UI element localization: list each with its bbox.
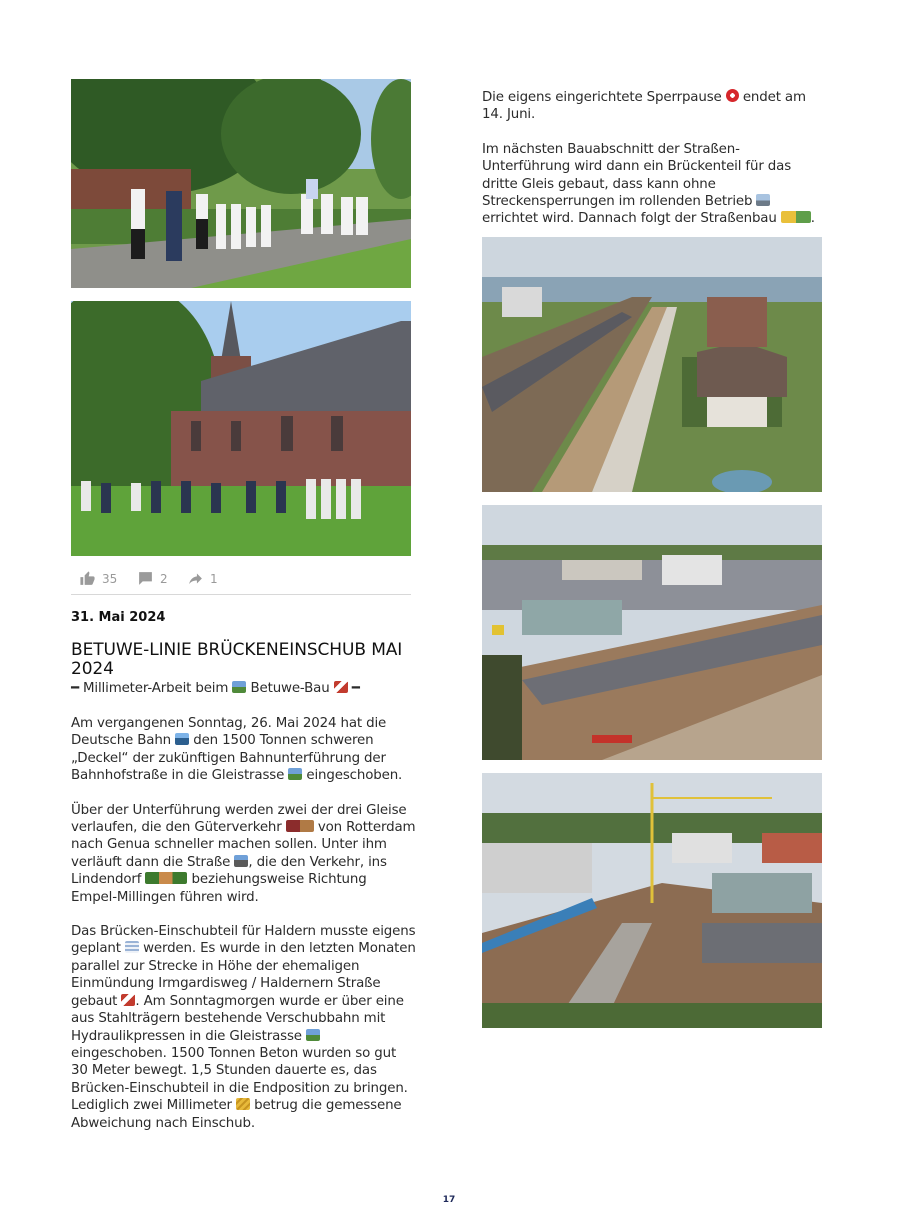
tram-emoji-icon: [756, 194, 770, 206]
article-paragraph: [482, 141, 827, 228]
share-icon: [187, 570, 204, 587]
text-fragment: Im nächsten Bauabschnitt der Straßen-Unterführung wird dann ein Brückenteil für das dritte Gleis gebaut, dass kann ohne Streckensperrungen im rollenden Betrieb: [482, 141, 792, 210]
photo-construction-aerial-1: [482, 237, 822, 492]
photo-procession: [71, 79, 411, 288]
comment-count: 2: [160, 571, 168, 586]
road-emoji-icon: [234, 855, 248, 867]
freight-train-emoji-icon: [286, 820, 314, 832]
article-paragraph: [71, 802, 416, 906]
photo-church: [71, 301, 411, 556]
share-button[interactable]: [187, 570, 218, 587]
ruler-emoji-icon: [236, 1098, 250, 1110]
text-fragment: , die den Verkehr, ins Lindendorf: [71, 854, 387, 888]
text-fragment: eingeschoben.: [302, 768, 403, 784]
train-emoji-icon: [175, 733, 189, 745]
text-fragment: Über der Unterführung werden zwei der drei Gleise verlaufen, die den Güterverkehr: [71, 802, 407, 836]
thumbs-up-icon: [79, 570, 96, 587]
tree-house-emoji-icon: [145, 872, 187, 884]
crane-emoji-icon: [121, 994, 135, 1006]
subtitle-prefix: ━ Millimeter-Arbeit beim: [71, 681, 229, 696]
text-fragment: .: [810, 211, 815, 227]
reactions-bar: [71, 566, 411, 595]
comment-icon: [137, 570, 154, 587]
page-number: 17: [442, 1195, 456, 1205]
railway-emoji-icon: [232, 681, 246, 693]
photo-construction-aerial-3: [482, 773, 822, 1028]
right-column-text: [482, 89, 827, 245]
no-entry-emoji-icon: [726, 89, 739, 102]
subtitle-suffix: ━: [351, 681, 360, 696]
text-fragment: von Rotterdam nach Genua schneller machen sollen. Unter ihm verläuft dann die Straße: [71, 820, 416, 870]
post-subtitle: [71, 680, 411, 697]
text-fragment: werden. Es wurde in den letzten Monaten parallel zur Strecke in Höhe der ehemaligen Einmündung Irmgardisweg / Haldernern Straße gebaut: [71, 941, 416, 1009]
text-fragment: endet am 14. Juni.: [482, 90, 806, 123]
article-paragraph: [71, 715, 416, 785]
text-fragment: errichtet wird. Dannach folgt der Straßenbau: [482, 211, 781, 227]
railway-track-emoji-icon: [306, 1029, 320, 1041]
text-fragment: Am vergangenen Sonntag, 26. Mai 2024 hat die Deutsche Bahn: [71, 716, 387, 749]
subtitle-mid: Betuwe-Bau: [250, 681, 330, 696]
document-emoji-icon: [125, 941, 139, 953]
text-fragment: Das Brücken-Einschubteil für Haldern musste eigens geplant: [71, 924, 416, 957]
comment-button[interactable]: [137, 570, 168, 587]
like-button[interactable]: [79, 570, 117, 587]
construction-worker-road-emoji-icon: [781, 211, 811, 223]
post-date: 31. Mai 2024: [71, 610, 166, 625]
crane-emoji-icon: [334, 681, 348, 693]
like-count: 35: [102, 571, 118, 586]
post-title: BETUWE-LINIE BRÜCKENEINSCHUB MAI 2024: [71, 640, 403, 679]
text-fragment: eingeschoben. 1500 Tonnen Beton wurden so gut 30 Meter bewegt. 1,5 Stunden dauerte es, das Brücken-Einschubteil in die Endposition zu bringen. Lediglich zwei Millimeter: [71, 1045, 408, 1114]
text-fragment: beziehungsweise Richtung Empel-Millingen führen wird.: [71, 872, 367, 905]
photo-construction-aerial-2: [482, 505, 822, 760]
share-count: 1: [210, 571, 218, 586]
text-fragment: den 1500 Tonnen schweren „Deckel“ der zukünftigen Bahnunterführung der Bahnhofstraße in die Gleistrasse: [71, 733, 386, 784]
text-fragment: . Am Sonntagmorgen wurde er über eine aus Stahlträgern bestehende Verschubbahn mit Hydraulikpressen in die Gleistrasse: [71, 993, 404, 1044]
text-fragment: betrug die gemessene Abweichung nach Einschub.: [71, 1098, 402, 1131]
article-paragraph: [71, 923, 416, 1132]
railway-track-emoji-icon: [288, 768, 302, 780]
text-fragment: Die eigens eingerichtete Sperrpause: [482, 90, 726, 105]
article-paragraph: [482, 89, 827, 124]
article-body: [71, 715, 416, 1149]
